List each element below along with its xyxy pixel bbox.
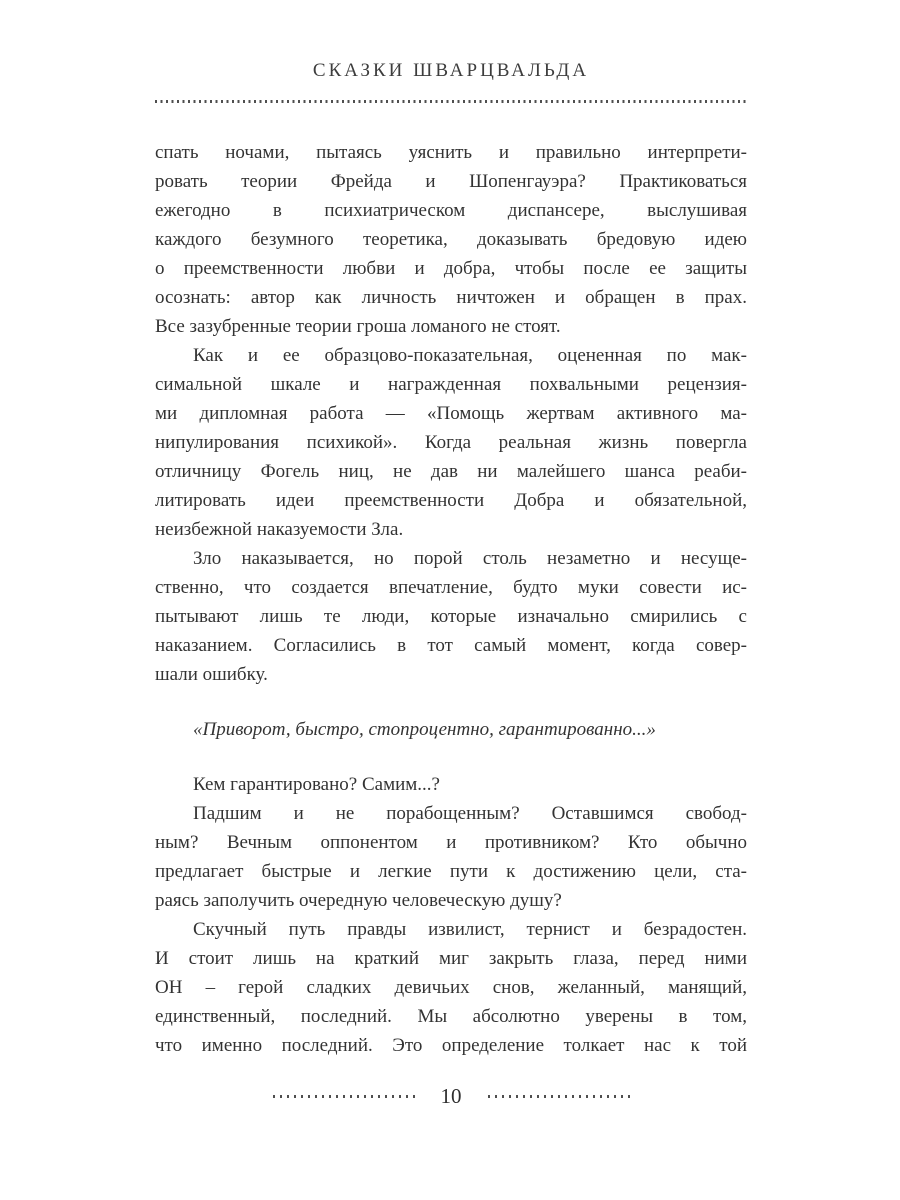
text-line: Все зазубренные теории гроша ломаного не стоят. <box>155 316 561 337</box>
text-line: шали ошибку. <box>155 664 268 685</box>
page-footer <box>155 1086 747 1107</box>
text-line: единственный, последний. Мы абсолютно уверены в том, <box>155 1006 747 1027</box>
text-line: Падшим и не порабощенным? Оставшимся свобод- <box>193 803 747 824</box>
paragraph <box>155 770 747 799</box>
text-line: отличницу Фогель ниц, не дав ни малейшего шанса реаби- <box>155 461 747 482</box>
running-header <box>155 60 747 103</box>
text-line: Скучный путь правды извилист, тернист и безрадостен. <box>193 919 747 940</box>
footer-dotted-rule-right <box>488 1095 630 1098</box>
text-line: нипулирования психикой». Когда реальная жизнь повергла <box>155 432 747 453</box>
text-line: Кем гарантировано? Самим...? <box>193 774 440 795</box>
text-line: «Приворот, быстро, стопроцентно, гарантированно...» <box>193 719 656 740</box>
text-line: осознать: автор как личность ничтожен и обращен в прах. <box>155 287 747 308</box>
text-line: литировать идеи преемственности Добра и обязательной, <box>155 490 747 511</box>
text-line: каждого безумного теоретика, доказывать бредовую идею <box>155 229 747 250</box>
text-line: Как и ее образцово-показательная, оцененная по мак- <box>193 345 747 366</box>
text-line: ОН – герой сладких девичьих снов, желанный, манящий, <box>155 977 747 998</box>
paragraph <box>155 138 747 341</box>
page-body <box>155 138 747 1060</box>
text-line: ным? Вечным оппонентом и противником? Кто обычно <box>155 832 747 853</box>
text-line: спать ночами, пытаясь уяснить и правильно интерпрети- <box>155 142 747 163</box>
epigraph-paragraph <box>155 715 747 744</box>
paragraph <box>155 544 747 689</box>
paragraph <box>155 799 747 915</box>
text-line: неизбежной наказуемости Зла. <box>155 519 404 540</box>
paragraph <box>155 915 747 1060</box>
text-line: раясь заполучить очередную человеческую душу? <box>155 890 562 911</box>
text-line: что именно последний. Это определение толкает нас к той <box>155 1035 747 1056</box>
footer-dotted-rule-left <box>273 1095 415 1098</box>
running-header-title: СКАЗКИ ШВАРЦВАЛЬДА <box>312 60 590 81</box>
text-line: ровать теории Фрейда и Шопенгауэра? Практиковаться <box>155 171 747 192</box>
text-line: пытывают лишь те люди, которые изначально смирились с <box>155 606 747 627</box>
text-line: наказанием. Согласились в тот самый момент, когда совер- <box>155 635 747 656</box>
text-line: ственно, что создается впечатление, будто муки совести ис- <box>155 577 747 598</box>
text-line: о преемственности любви и добра, чтобы после ее защиты <box>155 258 747 279</box>
paragraph <box>155 341 747 544</box>
text-line: предлагает быстрые и легкие пути к достижению цели, ста- <box>155 861 747 882</box>
text-line: ежегодно в психиатрическом диспансере, выслушивая <box>155 200 747 221</box>
text-line: И стоит лишь на краткий миг закрыть глаза, перед ними <box>155 948 747 969</box>
page-number: 10 <box>440 1084 462 1108</box>
text-line: симальной шкале и награжденная похвальными рецензия- <box>155 374 747 395</box>
header-dotted-rule <box>155 100 747 103</box>
text-line: Зло наказывается, но порой столь незаметно и несуще- <box>193 548 747 569</box>
text-line: ми дипломная работа — «Помощь жертвам активного ма- <box>155 403 747 424</box>
